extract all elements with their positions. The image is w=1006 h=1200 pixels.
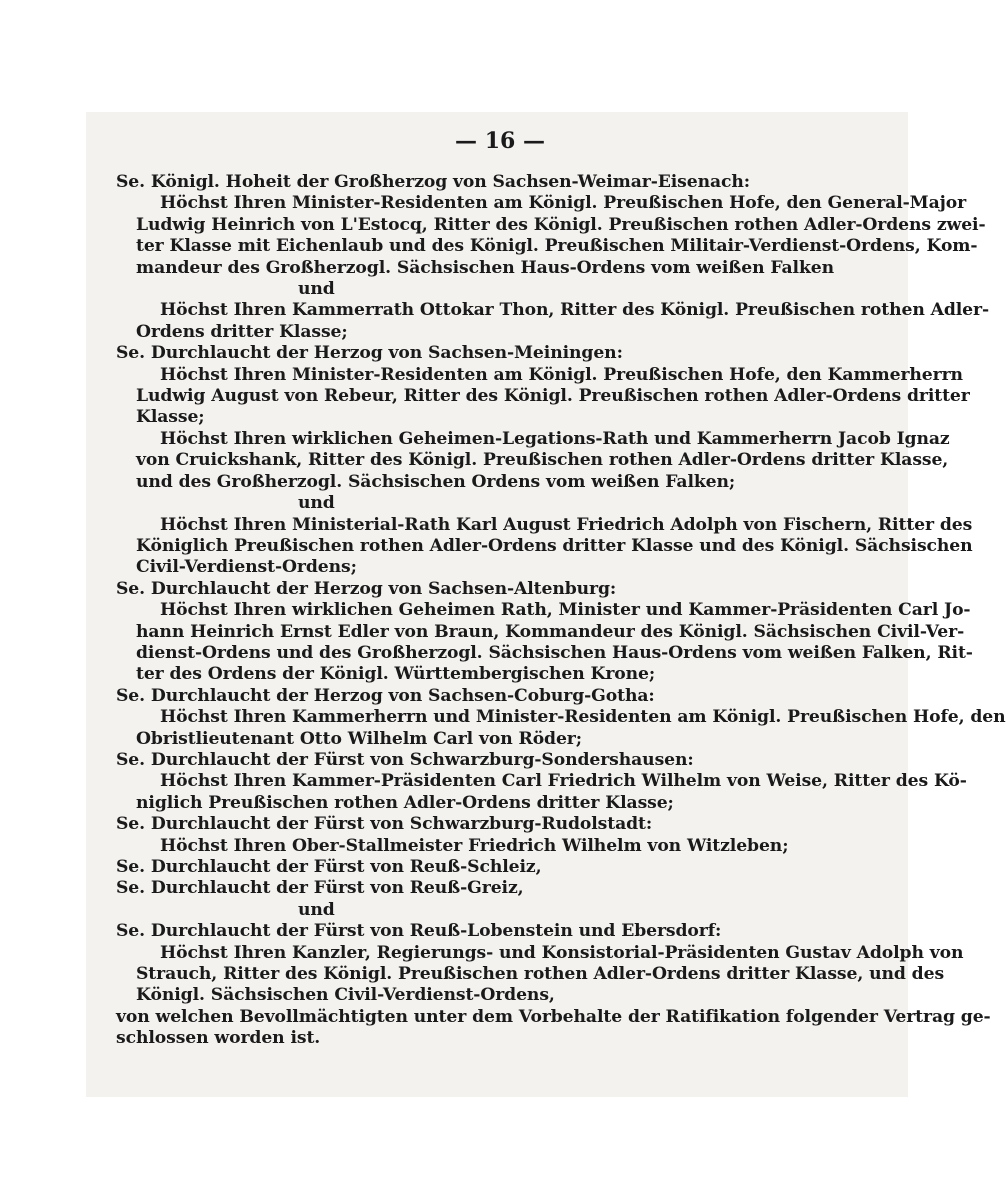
- text-line: Se. Königl. Hoheit der Großherzog von Sachsen-Weimar-Eisenach:: [116, 172, 751, 192]
- text-line: und des Großherzogl. Sächsischen Ordens vom weißen Falken;: [136, 471, 736, 492]
- text-line: ter des Ordens der Königl. Württembergischen Krone;: [136, 664, 656, 685]
- text-line: hann Heinrich Ernst Edler von Braun, Kommandeur des Königl. Sächsischen Civil-Ver-: [136, 621, 965, 642]
- text-line: schlossen worden ist.: [116, 1028, 321, 1049]
- conjunction-line: und: [298, 899, 335, 920]
- text-line: Civil-Verdienst-Ordens;: [136, 557, 357, 578]
- text-line: Königlich Preußischen rothen Adler-Ordens dritter Klasse und des Königl. Sächsischen: [136, 535, 973, 556]
- text-line: Höchst Ihren Kammerrath Ottokar Thon, Ritter des Königl. Preußischen rothen Adler-: [160, 300, 990, 321]
- page-number: — 16 —: [455, 128, 545, 154]
- text-line: Ludwig Heinrich von L'Estocq, Ritter des Königl. Preußischen rothen Adler-Ordens zwei-: [136, 214, 986, 235]
- text-line: Se. Durchlaucht der Fürst von Reuß-Schleiz,: [116, 857, 542, 877]
- text-line: ter Klasse mit Eichenlaub und des Königl. Preußischen Militair-Verdienst-Ordens, Kom-: [136, 236, 978, 257]
- text-line: Höchst Ihren Ministerial-Rath Karl August Friedrich Adolph von Fischern, Ritter des: [160, 514, 973, 535]
- text-line: Se. Durchlaucht der Fürst von Reuß-Greiz,: [116, 878, 524, 899]
- text-line: Ludwig August von Rebeur, Ritter des Königl. Preußischen rothen Adler-Ordens dritter: [136, 386, 970, 407]
- text-line: Höchst Ihren Kammer-Präsidenten Carl Friedrich Wilhelm von Weise, Ritter des Kö-: [160, 771, 967, 792]
- text-line: Se. Durchlaucht der Fürst von Reuß-Lobenstein und Ebersdorf:: [116, 921, 722, 942]
- text-line: von Cruickshank, Ritter des Königl. Preußischen rothen Adler-Ordens dritter Klasse,: [136, 450, 949, 471]
- text-line: Höchst Ihren Minister-Residenten am Königl. Preußischen Hofe, den Kammerherrn: [160, 364, 963, 385]
- text-line: mandeur des Großherzogl. Sächsischen Haus-Ordens vom weißen Falken: [136, 257, 835, 278]
- text-line: dienst-Ordens und des Großherzogl. Sächsischen Haus-Ordens vom weißen Falken, Rit-: [136, 642, 973, 663]
- text-line: Höchst Ihren wirklichen Geheimen-Legations-Rath und Kammerherrn Jacob Ignaz: [160, 428, 950, 449]
- text-line: Se. Durchlaucht der Herzog von Sachsen-Meiningen:: [116, 343, 623, 364]
- text-line: Königl. Sächsischen Civil-Verdienst-Ordens,: [136, 985, 555, 1006]
- text-line: Höchst Ihren Kammerherrn und Minister-Residenten am Königl. Preußischen Hofe, den: [160, 707, 1006, 728]
- text-line: Obristlieutenant Otto Wilhelm Carl von Röder;: [136, 728, 583, 749]
- body-text: [116, 172, 1006, 1050]
- text-line: Se. Durchlaucht der Herzog von Sachsen-Altenburg:: [116, 578, 617, 599]
- text-line: Klasse;: [136, 407, 205, 428]
- text-line: niglich Preußischen rothen Adler-Ordens dritter Klasse;: [136, 792, 674, 813]
- text-line: Se. Durchlaucht der Fürst von Schwarzburg-Sondershausen:: [116, 749, 694, 770]
- conjunction-line: und: [298, 493, 335, 514]
- text-line: Höchst Ihren Kanzler, Regierungs- und Konsistorial-Präsidenten Gustav Adolph von: [160, 942, 964, 963]
- text-line: Höchst Ihren Ober-Stallmeister Friedrich Wilhelm von Witzleben;: [160, 835, 789, 856]
- text-line: Ordens dritter Klasse;: [136, 321, 348, 342]
- text-line: von welchen Bevollmächtigten unter dem Vorbehalte der Ratifikation folgender Vertrag ge-: [116, 1006, 991, 1027]
- text-line: Höchst Ihren Minister-Residenten am Königl. Preußischen Hofe, den General-Major: [160, 193, 967, 214]
- text-line: Se. Durchlaucht der Fürst von Schwarzburg-Rudolstadt:: [116, 814, 653, 835]
- conjunction-line: und: [298, 279, 335, 300]
- text-line: Se. Durchlaucht der Herzog von Sachsen-Coburg-Gotha:: [116, 685, 655, 706]
- text-line: Höchst Ihren wirklichen Geheimen Rath, Minister und Kammer-Präsidenten Carl Jo-: [160, 600, 971, 621]
- text-line: Strauch, Ritter des Königl. Preußischen rothen Adler-Ordens dritter Klasse, und des: [136, 964, 945, 985]
